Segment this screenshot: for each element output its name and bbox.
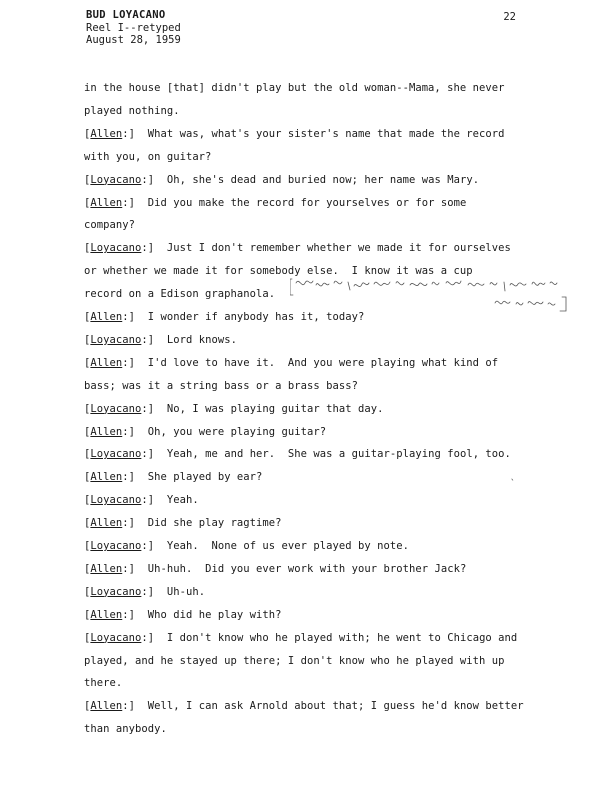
transcript-line bbox=[84, 219, 135, 231]
line-text: She played by ear? bbox=[147, 471, 263, 484]
line-text: Yeah. None of us ever played by note. bbox=[166, 540, 409, 552]
transcript-line: [Loyacano:] Just I don't remember whether we made it for ourselves bbox=[84, 242, 511, 255]
line-text: with you, on guitar? bbox=[84, 150, 212, 163]
transcript-line: [Allen:] Oh, you were playing guitar? bbox=[84, 425, 327, 438]
transcript-line bbox=[84, 655, 505, 667]
transcript-line: [Loyacano:] Uh-uh. bbox=[84, 585, 206, 598]
speaker-label: Loyacano bbox=[90, 173, 142, 186]
transcript-line: [Allen:] Who did he play with? bbox=[84, 608, 282, 621]
transcript-line: [Loyacano:] Yeah. None of us ever played by note. bbox=[84, 540, 409, 552]
speaker-label: Loyacano bbox=[90, 494, 142, 507]
transcript-line: [Loyacano:] I don't know who he played with; he went to Chicago and bbox=[84, 631, 518, 644]
speaker-label: Loyacano bbox=[90, 631, 142, 644]
transcript-line bbox=[84, 723, 167, 735]
speaker-label: Loyacano bbox=[90, 333, 142, 346]
speaker-label: Allen bbox=[90, 700, 123, 713]
line-text: Oh, she's dead and buried now; her name was Mary. bbox=[166, 173, 480, 186]
transcript-line bbox=[84, 82, 505, 94]
line-text: Lord knows. bbox=[166, 333, 237, 346]
speaker-label: Allen bbox=[90, 608, 123, 621]
transcript-line: [Allen:] She played by ear? bbox=[84, 471, 263, 484]
transcript-line: [Loyacano:] Oh, she's dead and buried now; her name was Mary. bbox=[84, 173, 480, 186]
transcript-line bbox=[84, 151, 211, 163]
line-text: Uh-huh. Did you ever work with your brother Jack? bbox=[147, 562, 467, 575]
line-text: or whether we made it for somebody else. I know it was a cup bbox=[84, 265, 473, 278]
handwriting-scribble bbox=[290, 273, 568, 315]
transcript-line: [Loyacano:] Yeah. bbox=[84, 494, 199, 507]
transcript-line: [Allen:] I'd love to have it. And you were playing what kind of bbox=[84, 356, 499, 369]
speaker-label: Allen bbox=[90, 127, 123, 140]
speaker-label: Loyacano bbox=[90, 242, 142, 255]
header-interviewee: BUD LOYACANO bbox=[86, 9, 166, 21]
handwritten-annotation bbox=[290, 273, 568, 315]
line-text: bass; was it a string bass or a brass bass? bbox=[84, 379, 358, 392]
speaker-label: Allen bbox=[90, 517, 123, 530]
speaker-label: Loyacano bbox=[90, 402, 142, 415]
transcript-line bbox=[84, 105, 180, 117]
line-text: company? bbox=[84, 219, 135, 232]
transcript-line bbox=[84, 677, 122, 689]
line-text: I'd love to have it. And you were playing what kind of bbox=[147, 356, 499, 369]
transcript-line: [Allen:] I wonder if anybody has it, today? bbox=[84, 311, 365, 323]
line-text: Yeah, me and her. She was a guitar-playing fool, too. bbox=[166, 448, 511, 461]
line-text: Well, I can ask Arnold about that; I guess he'd know better bbox=[147, 700, 524, 713]
speaker-label: Allen bbox=[90, 425, 123, 438]
line-text: played nothing. bbox=[84, 104, 180, 117]
line-text: What was, what's your sister's name that made the record bbox=[147, 127, 505, 140]
page-header bbox=[86, 9, 181, 47]
transcript-line: [Loyacano:] No, I was playing guitar that day. bbox=[84, 402, 384, 415]
line-text: record on a Edison graphanola. bbox=[84, 288, 276, 301]
line-text: I don't know who he played with; he went to Chicago and bbox=[166, 631, 518, 644]
line-text: Who did he play with? bbox=[147, 608, 282, 621]
page-number: 22 bbox=[503, 11, 516, 23]
transcript-line: [Loyacano:] Yeah, me and her. She was a guitar-playing fool, too. bbox=[84, 448, 511, 461]
transcript-line bbox=[84, 380, 358, 392]
transcript-line: [Allen:] Did you make the record for yourselves or for some bbox=[84, 196, 467, 209]
line-text: Did she play ragtime? bbox=[147, 517, 282, 530]
speaker-label: Loyacano bbox=[90, 585, 142, 598]
speaker-label: Allen bbox=[90, 196, 123, 209]
line-text: No, I was playing guitar that day. bbox=[166, 402, 384, 415]
line-text: Oh, you were playing guitar? bbox=[147, 425, 327, 438]
transcript-line: [Allen:] Did she play ragtime? bbox=[84, 517, 282, 530]
speaker-label: Allen bbox=[90, 311, 123, 323]
speaker-label: Loyacano bbox=[90, 448, 142, 461]
line-text: played, and he stayed up there; I don't know who he played with up bbox=[84, 654, 505, 667]
transcript-line: [Allen:] Well, I can ask Arnold about that; I guess he'd know better bbox=[84, 700, 524, 713]
header-date: August 28, 1959 bbox=[86, 34, 181, 46]
stray-mark: ` bbox=[510, 479, 516, 489]
line-text: there. bbox=[84, 677, 123, 690]
line-text: Did you make the record for yourselves or for some bbox=[147, 196, 467, 209]
header-reel: Reel I--retyped bbox=[86, 21, 181, 34]
transcript-line: [Allen:] What was, what's your sister's name that made the record bbox=[84, 127, 505, 140]
line-text: Just I don't remember whether we made it for ourselves bbox=[166, 242, 511, 255]
line-text: Uh-uh. bbox=[166, 585, 206, 598]
line-text: in the house [that] didn't play but the old woman--Mama, she never bbox=[84, 82, 505, 94]
transcript-line: [Allen:] Uh-huh. Did you ever work with your brother Jack? bbox=[84, 562, 467, 575]
transcript-line bbox=[84, 288, 275, 300]
line-text: Yeah. bbox=[166, 494, 199, 507]
speaker-label: Allen bbox=[90, 356, 123, 369]
speaker-label: Allen bbox=[90, 471, 123, 484]
speaker-label: Allen bbox=[90, 562, 123, 575]
transcript-line: [Loyacano:] Lord knows. bbox=[84, 333, 237, 346]
line-text: than anybody. bbox=[84, 723, 167, 736]
speaker-label: Loyacano bbox=[90, 540, 142, 552]
line-text: I wonder if anybody has it, today? bbox=[147, 311, 365, 323]
